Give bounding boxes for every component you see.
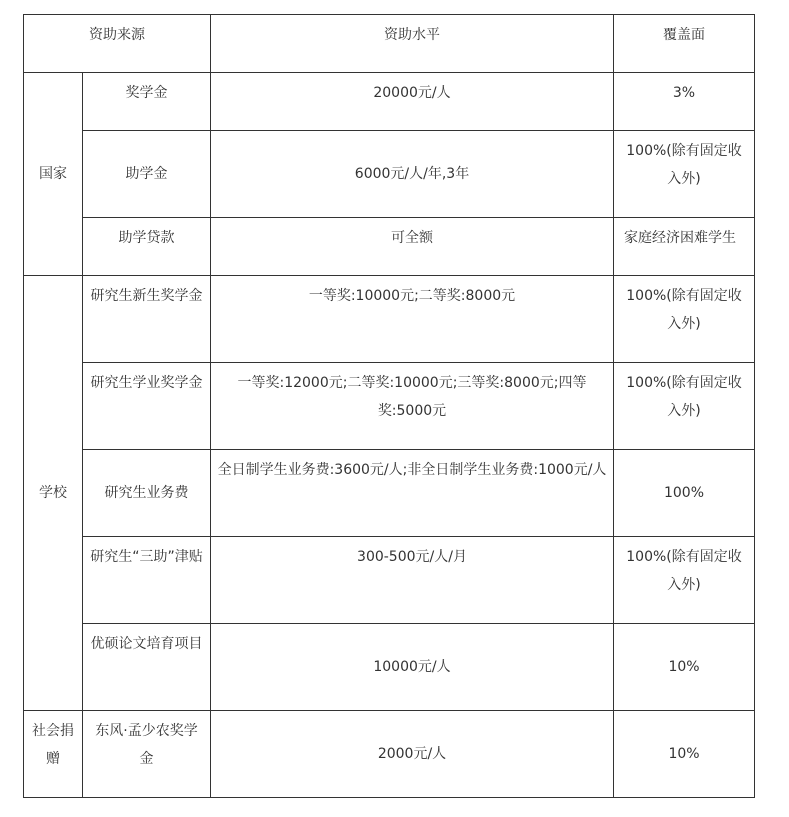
row-level: 20000元/人 (211, 73, 614, 131)
table-row (24, 131, 755, 218)
row-level: 全日制学生业务费:3600元/人;非全日制学生业务费:1000元/人 (211, 450, 614, 537)
row-item: 研究生“三助”津贴 (83, 537, 211, 624)
row-level: 10000元/人 (211, 624, 614, 711)
row-level: 一等奖:12000元;二等奖:10000元;三等奖:8000元;四等奖:5000元 (211, 363, 614, 450)
funding-table (23, 14, 755, 798)
table-row (24, 450, 755, 537)
row-level: 一等奖:10000元;二等奖:8000元 (211, 276, 614, 363)
row-item: 助学贷款 (83, 218, 211, 276)
row-item: 东风·孟少农奖学金 (83, 711, 211, 798)
group-social: 社会捐赠 (24, 711, 83, 798)
table-row (24, 537, 755, 624)
row-coverage: 3% (614, 73, 755, 131)
row-coverage: 100%(除有固定收入外) (614, 276, 755, 363)
row-coverage: 家庭经济困难学生 (614, 218, 755, 276)
header-source: 资助来源 (24, 15, 211, 73)
row-item: 优硕论文培育项目 (83, 624, 211, 711)
row-item: 研究生业务费 (83, 450, 211, 537)
row-level: 300-500元/人/月 (211, 537, 614, 624)
table-row (24, 276, 755, 363)
table-row (24, 218, 755, 276)
table-row (24, 711, 755, 798)
header-level: 资助水平 (211, 15, 614, 73)
row-coverage: 100% (614, 450, 755, 537)
row-coverage: 100%(除有固定收入外) (614, 537, 755, 624)
row-level: 可全额 (211, 218, 614, 276)
row-coverage: 10% (614, 624, 755, 711)
row-coverage: 100%(除有固定收入外) (614, 131, 755, 218)
group-school: 学校 (24, 276, 83, 711)
row-level: 2000元/人 (211, 711, 614, 798)
row-item: 奖学金 (83, 73, 211, 131)
header-coverage: 覆盖面 (614, 15, 755, 73)
row-level: 6000元/人/年,3年 (211, 131, 614, 218)
group-national: 国家 (24, 73, 83, 276)
row-coverage: 10% (614, 711, 755, 798)
row-item: 助学金 (83, 131, 211, 218)
table-row (24, 73, 755, 131)
table-header-row (24, 15, 755, 73)
row-item: 研究生学业奖学金 (83, 363, 211, 450)
row-coverage: 100%(除有固定收入外) (614, 363, 755, 450)
row-item: 研究生新生奖学金 (83, 276, 211, 363)
table-row (24, 363, 755, 450)
table-row (24, 624, 755, 711)
